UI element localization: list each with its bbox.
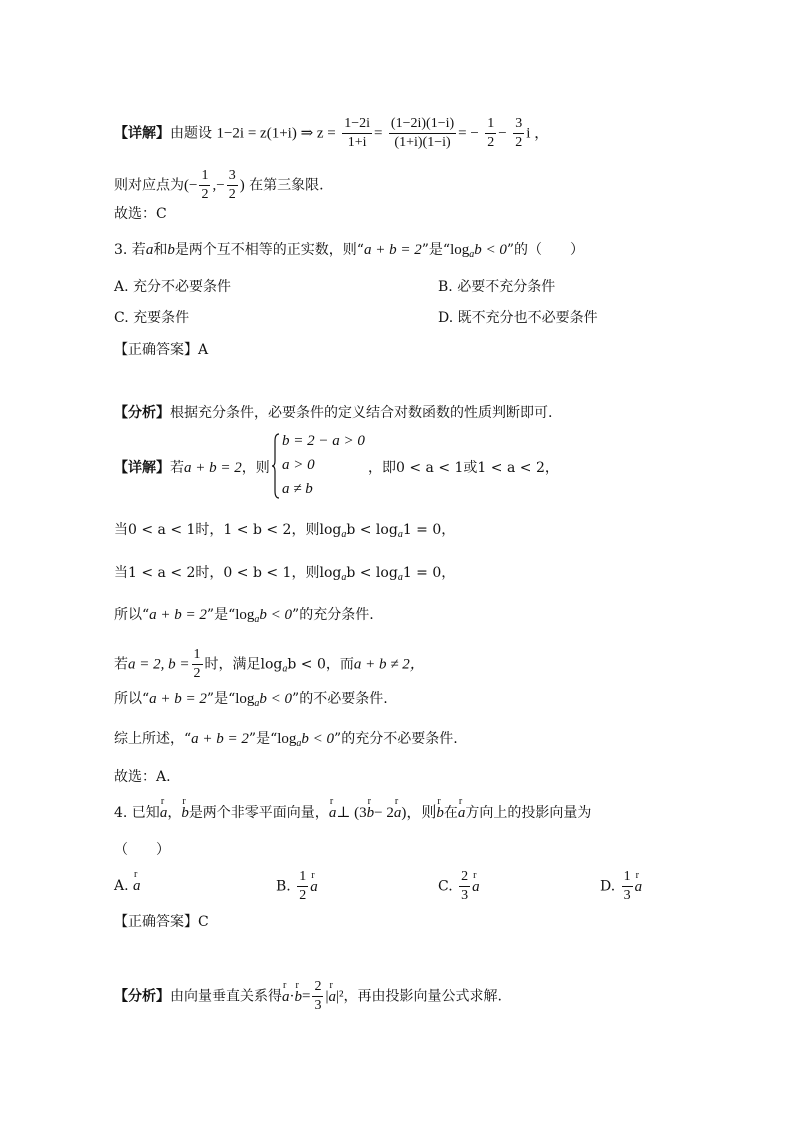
q3-analysis: 【分析】根据充分条件，必要条件的定义结合对数函数的性质判断即可. (114, 405, 553, 421)
q3-case1: 当0 < a < 1时，1 < b < 2，则$\log_ab < \log_a1 = 0$， (114, 522, 456, 540)
q3-case2: 当1 < a < 2时，0 < b < 1，则$\log_ab < \log_a1 = 0$， (114, 565, 456, 583)
q4-paren: （ ） (114, 842, 170, 858)
q3-conclusion-sufficient: 所以“a + b = 2”是“$\log_ab < 0$”的充分条件. (114, 607, 374, 625)
q3-counterexample: 若a = 2, b = $\frac{1}{2}$ 时，满足$\log_ab < 0$，而a + b ≠ 2， (114, 647, 425, 681)
fraction: $\frac{1}{2}$ (193, 647, 201, 681)
q4-stem: 4. 已知r a，r b是两个非零平面向量，r a⊥ (3r b− 2r a)，则r b在r a方向上的投影向量为 (114, 803, 591, 823)
left-brace (272, 433, 280, 499)
q3-detail: 【详解】若a + b = 2，则 (114, 460, 270, 476)
fraction: $\frac{3}{2}$ (515, 116, 523, 150)
equation-system: b = 2 − a > 0 a > 0 a ≠ b (272, 433, 362, 499)
point-line: 则对应点为(− $\frac{1}{2}$ ,− $\frac{3}{2}$ ) 在第三象限. (114, 168, 324, 202)
fraction: $\frac{3}{2}$ (228, 168, 236, 202)
q3-option-b: B. 必要不充分条件 (438, 279, 556, 295)
q3-detail-result: ，即0 < a < 1或1 < a < 2， (368, 460, 559, 476)
q3-stem: 3. 若a和b是两个互不相等的正实数，则“a + b = 2”是“$\log_ab < 0$”的（ ） (114, 242, 585, 260)
q4-option-c: C. $\frac{2}{3}$ r a (438, 868, 480, 905)
complex-equation: 1−2i = z(1+i) ⇒ z = (216, 125, 336, 142)
q4-analysis: 【分析】由向量垂直关系得r a·r b= $\frac{2}{3}$ |r a|²，再由投影向量公式求解. (114, 978, 502, 1015)
q4-option-b: B. $\frac{1}{2}$ r a (276, 868, 318, 905)
q3-option-c: C. 充要条件 (114, 310, 190, 326)
q3-conclusion-not-necessary: 所以“a + b = 2”是“$\log_ab < 0$”的不必要条件. (114, 691, 388, 709)
q3-option-d: D. 既不充分也不必要条件 (438, 310, 598, 326)
fraction: $\frac{(1-2i)(1-i)}{(1+i)(1-i)}$ (390, 116, 455, 150)
fraction: $\frac{1}{2}$ (487, 116, 495, 150)
detail-line-complex: 【详解】由题设 1−2i = z(1+i) ⇒ z = $\frac{1-2i}{1+i}$ = $\frac{(1-2i)(1-i)}{(1+i)(1-i)}$ = − $\frac{1}{2}$ − $\frac{3}{2}$ i ， (114, 116, 550, 150)
q4-option-a: A. r a (114, 876, 141, 896)
q3-answer: 【正确答案】A (114, 342, 209, 358)
q4-option-d: D. $\frac{1}{3}$ r a (600, 868, 642, 905)
choice-line-prev: 故选：C (114, 206, 167, 222)
q3-choice: 故选：A. (114, 769, 171, 785)
q3-summary: 综上所述，“a + b = 2”是“$\log_ab < 0$”的充分不必要条件. (114, 731, 458, 749)
q3-option-a: A. 充分不必要条件 (114, 279, 232, 295)
fraction: $\frac{2}{3}$ (314, 979, 322, 1013)
fraction: $\frac{1-2i}{1+i}$ (344, 116, 370, 150)
fraction: $\frac{1}{2}$ (201, 168, 209, 202)
detail-tag: 【详解】 (114, 125, 170, 142)
q4-answer: 【正确答案】C (114, 914, 209, 930)
